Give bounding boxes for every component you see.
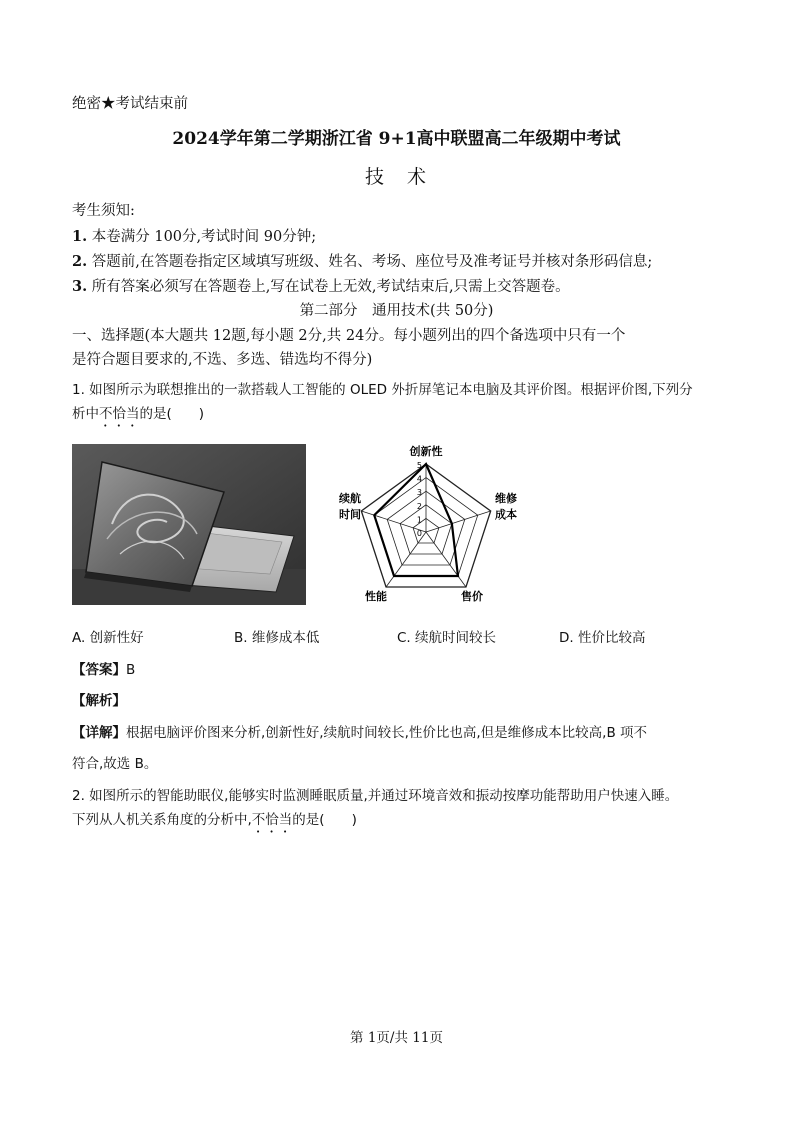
q1-stem-text: 析中 <box>72 406 99 422</box>
option-letter: B. <box>234 630 248 646</box>
notice-item <box>72 275 570 296</box>
section-instructions-line1: 一、选择题(本大题共 12题,每小题 2分,共 24分。每小题列出的四个备选项中只有一个 <box>72 328 626 344</box>
laptop-photo <box>72 444 306 605</box>
notice-item <box>72 225 316 246</box>
option-letter: C. <box>397 630 411 646</box>
radar-axis-line <box>426 532 466 587</box>
notice-item-text: 所有答案必须写在答题卷上,写在试卷上无效,考试结束后,只需上交答题卷。 <box>91 279 570 295</box>
q2-emphasis-text: 不恰当 <box>251 812 293 828</box>
option-letter: D. <box>559 630 574 646</box>
radar-tick-label: 4 <box>416 474 422 484</box>
q1-option-b <box>234 626 319 646</box>
exam-title: 2024学年第二学期浙江省 9+1高中联盟高二年级期中考试 <box>172 129 621 149</box>
detail-text: 根据电脑评价图来分析,创新性好,续航时间较长,性价比也高,但是维修成本比较高,B 项不 <box>126 725 648 741</box>
q1-detail-line1 <box>72 721 647 741</box>
radar-axis-label-repair-cost-line2: 成本 <box>495 508 517 521</box>
radar-axes <box>361 464 490 587</box>
option-text: 维修成本低 <box>251 630 320 646</box>
notice-item-number: 2. <box>72 253 88 270</box>
q1-option-c <box>397 626 496 646</box>
q2-stem-line1: 2. 如图所示的智能助眠仪,能够实时监测睡眠质量,并通过环境音效和振动按摩功能帮助用户快速入睡。 <box>72 788 679 804</box>
radar-axis-line <box>426 511 491 532</box>
radar-axis-label-repair-cost-line1: 维修 <box>495 492 517 505</box>
radar-tick-label: 5 <box>416 461 422 470</box>
option-text: 续航时间较长 <box>415 630 497 646</box>
notice-item-number: 1. <box>72 228 88 245</box>
q2-stem-text-end: 的是( ) <box>292 812 357 828</box>
q1-option-a <box>72 626 144 646</box>
confidential-label: 绝密★考试结束前 <box>72 96 188 112</box>
answer-value: B <box>126 662 136 678</box>
radar-axis-label-innovation: 创新性 <box>409 445 443 458</box>
notice-heading: 考生须知: <box>72 203 135 219</box>
q1-analysis-label: 【解析】 <box>72 693 126 709</box>
radar-axis-label-price: 售价 <box>461 590 483 603</box>
q1-stem-line2 <box>72 402 204 430</box>
radar-axis-label-battery-line1: 续航 <box>339 492 361 505</box>
radar-axis-label-battery-line2: 时间 <box>339 508 361 521</box>
radar-tick-label: 3 <box>416 488 422 498</box>
radar-tick-label: 0 <box>416 529 422 538</box>
subject-title: 技 术 <box>364 166 428 188</box>
q1-stem-line1: 1. 如图所示为联想推出的一款搭载人工智能的 OLED 外折屏笔记本电脑及其评价图。根据评价图,下列分 <box>72 382 693 398</box>
detail-label: 【详解】 <box>72 725 126 741</box>
radar-axis-line <box>386 532 426 587</box>
q1-answer <box>72 658 135 678</box>
option-text: 性价比较高 <box>577 630 646 646</box>
q1-stem-text-end: 的是( ) <box>139 406 205 422</box>
section-instructions-line2: 是符合题目要求的,不选、多选、错选均不得分) <box>72 352 373 368</box>
radar-tick-label: 2 <box>416 501 422 511</box>
answer-label: 【答案】 <box>72 662 126 678</box>
option-text: 创新性好 <box>89 630 144 646</box>
q1-detail-line2: 符合,故选 B。 <box>72 756 158 772</box>
option-letter: A. <box>72 630 86 646</box>
q2-stem-text: 下列从人机关系角度的分析中, <box>72 812 252 828</box>
q1-option-d <box>559 626 645 646</box>
notice-item-text: 本卷满分 100分,考试时间 90分钟; <box>91 229 317 245</box>
q2-stem-line2 <box>72 808 357 836</box>
q1-emphasis-text: 不恰当 <box>99 406 140 422</box>
radar-tick-label: 1 <box>416 515 422 525</box>
notice-item-text: 答题前,在答题卷指定区域填写班级、姓名、考场、座位号及准考证号并核对条形码信息; <box>91 254 653 270</box>
evaluation-radar-chart <box>330 440 530 610</box>
page-number: 第 1页/共 11页 <box>350 1030 443 1046</box>
notice-item-number: 3. <box>72 278 88 295</box>
notice-item <box>72 250 652 271</box>
radar-axis-label-performance: 性能 <box>365 590 387 603</box>
part-title: 第二部分 通用技术(共 50分) <box>299 303 494 319</box>
